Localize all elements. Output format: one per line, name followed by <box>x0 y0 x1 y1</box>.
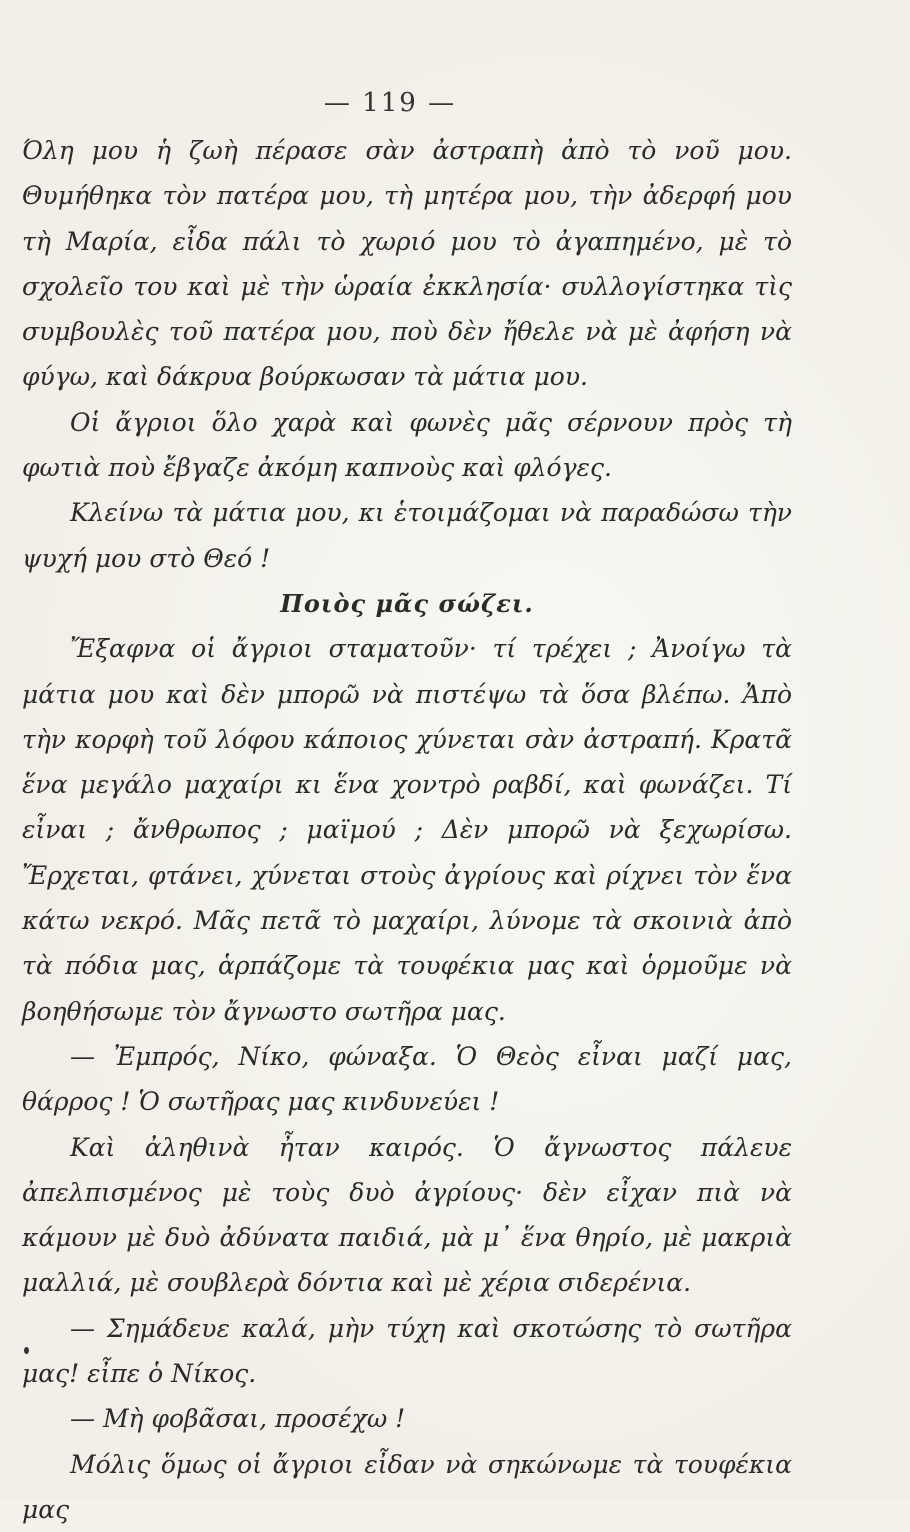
ink-speck <box>24 1347 29 1354</box>
page-number: — 119 — <box>323 88 457 118</box>
paragraph-7: — Σημάδευε καλά, μὴν τύχη καὶ σκοτώσης τὸ σωτῆρα μας! εἶπε ὁ Νίκος. <box>22 1313 792 1389</box>
paragraph-9: Μόλις ὅμως οἱ ἄγριοι εἶδαν νὰ σηκώνωμε τὰ τουφέκια μας <box>22 1449 792 1524</box>
paragraph-4: Ἔξαφνα οἱ ἄγριοι σταματοῦν· τί τρέχει ; Ἀνοίγω τὰ μάτια μου καὶ δὲν μπορῶ νὰ πιστέψω τὰ ὅσα βλέπω. Ἀπὸ τὴν κορφὴ τοῦ λόφου κάποιος χύνεται σὰν ἀστραπή. Κρατᾶ ἕνα μεγάλο μαχαίρι κι ἕνα χοντρὸ ραβδί, καὶ φωνάζει. Τί εἶναι ; ἄνθρωπος ; μαϊμού ; Δὲν μπορῶ νὰ ξεχωρίσω. Ἔρχεται, φτάνει, χύνεται στοὺς ἀγρίους καὶ ρίχνει τὸν ἕνα κάτω νεκρό. Μᾶς πετᾶ τὸ μαχαίρι, λύνομε τὰ σκοινιὰ ἀπὸ τὰ πόδια μας, ἁρπάζομε τὰ τουφέκια μας καὶ ὁρμοῦμε νὰ βοηθήσωμε τὸν ἄγνωστο σωτῆρα μας. <box>22 634 792 1026</box>
paragraph-1: Όλη μου ἡ ζωὴ πέρασε σὰν ἀστραπὴ ἀπὸ τὸ νοῦ μου. Θυμήθηκα τὸν πατέρα μου, τὴ μητέρα μου, τὴν ἀδερφή μου τὴ Μαρία, εἶδα πάλι τὸ χωριό μου τὸ ἀγαπημένο, μὲ τὸ σχολεῖο του καὶ μὲ τὴν ὡραία ἐκκλησία· συλλογίστηκα τὶς συμβουλὲς τοῦ πατέρα μου, ποὺ δὲν ἤθελε νὰ μὲ ἀφήση νὰ φύγω, καὶ δάκρυα βούρκωσαν τὰ μάτια μου. <box>22 136 792 392</box>
section-heading: Ποιὸς μᾶς σώζει. <box>280 588 534 618</box>
paragraph-2: Οἱ ἄγριοι ὅλο χαρὰ καὶ φωνὲς μᾶς σέρνουν πρὸς τὴ φωτιὰ ποὺ ἔβγαζε ἀκόμη καπνοὺς καὶ φλόγες. <box>22 407 792 483</box>
paragraph-3: Κλείνω τὰ μάτια μου, κι ἑτοιμάζομαι νὰ παραδώσω τὴν ψυχή μου στὸ Θεό ! <box>22 498 792 573</box>
paragraph-6: Καὶ ἀληθινὰ ἦταν καιρός. Ὁ ἄγνωστος πάλευε ἀπελπισμένος μὲ τοὺς δυὸ ἀγρίους· δὲν εἶχαν πιὰ νὰ κάμουν μὲ δυὸ ἀδύνατα παιδιά, μὰ μ᾽ ἕνα θηρίο, μὲ μακριὰ μαλλιά, μὲ σουβλερὰ δόντια καὶ μὲ χέρια σιδερένια. <box>22 1132 792 1298</box>
page-body <box>22 128 792 1532</box>
paragraph-8: — Μὴ φοβᾶσαι, προσέχω ! <box>70 1404 406 1434</box>
paragraph-5: — Ἐμπρός, Νίκο, φώναξα. Ὁ Θεὸς εἶναι μαζί μας, θάρρος ! Ὁ σωτῆρας μας κινδυνεύει ! <box>22 1041 792 1117</box>
